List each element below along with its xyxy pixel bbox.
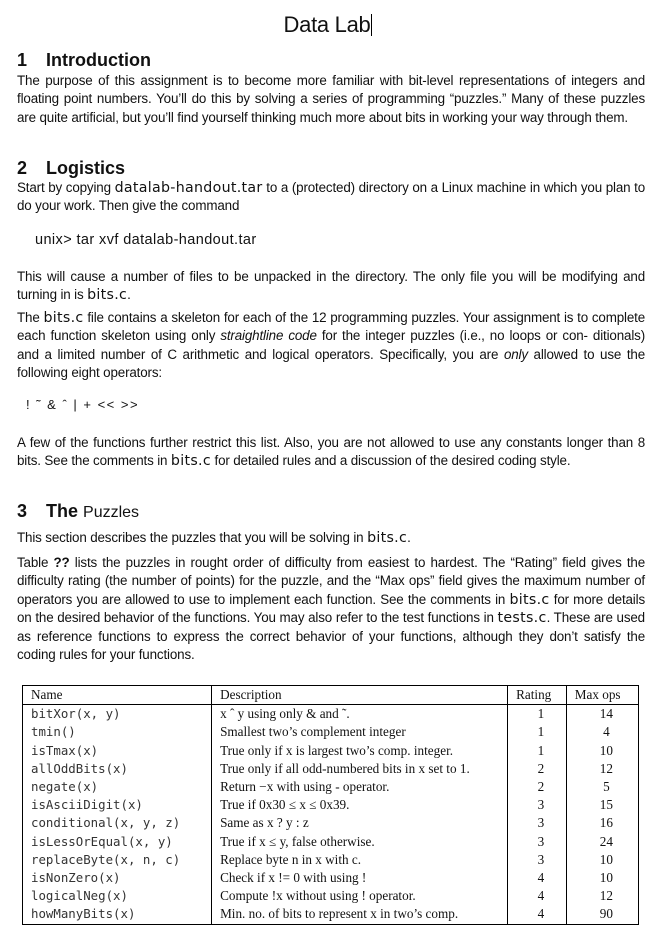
filename: datalab-handout.tar xyxy=(114,180,263,196)
cell-rating: 1 xyxy=(508,723,567,741)
cell-name: replaceByte(x, n, c) xyxy=(23,851,212,869)
header-description: Description xyxy=(212,686,508,705)
cell-rating: 1 xyxy=(508,742,567,760)
table-row xyxy=(23,869,639,887)
logistics-paragraph-1: Start by copying datalab-handout.tar to a (protected) directory on a Linux machine in which you plan to do your work. Then give the command xyxy=(17,180,646,214)
table-row xyxy=(23,742,639,760)
table-row xyxy=(23,814,639,832)
table-row xyxy=(23,778,639,796)
logistics-paragraph-2: This will cause a number of files to be unpacked in the directory. The only file you will be modifying and turning in is bits.c. xyxy=(17,269,645,304)
command-line: unix> tar xvf datalab-handout.tar xyxy=(35,232,257,248)
cell-name: negate(x) xyxy=(23,778,212,796)
puzzles-paragraph-2: Table ?? lists the puzzles in rought order of difficulty from easiest to hardest. The “Rating” field gives the difficulty rating (the number of points) for the puzzle, and the “Max ops” field gives the maximum number of operators you are allowed to use to implement each function. See the comments in bits.c for more details on the desired behavior of the functions. You may also refer to the test functions in tests.c. These are used as reference functions to express the correct behavior of your functions, although they don’t satisfy the coding rules for your functions. xyxy=(17,555,646,663)
table-reference: ?? xyxy=(53,555,70,570)
filename: bits.c xyxy=(509,591,550,608)
cell-name: logicalNeg(x) xyxy=(23,887,212,905)
cell-rating: 1 xyxy=(508,705,567,724)
filename: bits.c xyxy=(43,310,84,326)
cell-name: isTmax(x) xyxy=(23,742,212,760)
table-row xyxy=(23,705,639,724)
cell-description: Replace byte n in x with c. xyxy=(212,851,508,869)
cell-max-ops: 5 xyxy=(566,778,638,796)
cell-description: Smallest two’s complement integer xyxy=(212,723,508,741)
cell-rating: 3 xyxy=(508,814,567,832)
filename: bits.c xyxy=(87,287,128,304)
cell-rating: 3 xyxy=(508,833,567,851)
table-row xyxy=(23,760,639,778)
text-cursor xyxy=(371,14,372,36)
header-name: Name xyxy=(23,686,212,705)
filename: bits.c xyxy=(367,530,408,546)
table-row xyxy=(23,851,639,869)
cell-name: conditional(x, y, z) xyxy=(23,814,212,832)
header-max-ops: Max ops xyxy=(566,686,638,705)
section-heading-introduction: 1 Introduction xyxy=(17,50,151,70)
cell-description: x ˆ y using only & and ˜. xyxy=(212,705,508,724)
operator-list: ! ˜ & ˆ | + << >> xyxy=(26,397,140,412)
intro-paragraph: The purpose of this assignment is to become more familiar with bit-level representations of integers and floating point numbers. You’ll do this by solving a series of programming “puzzles.” Many of these puzzles are quite artificial, but you’ll find yourself thinking much more about bits in working your way through them. xyxy=(17,73,645,125)
cell-max-ops: 15 xyxy=(566,796,638,814)
cell-max-ops: 12 xyxy=(566,760,638,778)
cell-max-ops: 10 xyxy=(566,851,638,869)
section-heading-puzzles: 3 The Puzzles xyxy=(17,501,140,521)
cell-name: bitXor(x, y) xyxy=(23,705,212,724)
cell-description: Return −x with using - operator. xyxy=(212,778,508,796)
cell-description: True if 0x30 ≤ x ≤ 0x39. xyxy=(212,796,508,814)
table-row xyxy=(23,833,639,851)
cell-name: tmin() xyxy=(23,723,212,741)
cell-description: True if x ≤ y, false otherwise. xyxy=(212,833,508,851)
table-row xyxy=(23,723,639,741)
puzzles-paragraph-1: This section describes the puzzles that you will be solving in bits.c. xyxy=(17,530,411,546)
cell-rating: 3 xyxy=(508,851,567,869)
cell-rating: 4 xyxy=(508,869,567,887)
cell-name: isAsciiDigit(x) xyxy=(23,796,212,814)
puzzles-table xyxy=(22,685,639,925)
logistics-paragraph-3: The bits.c file contains a skeleton for each of the 12 programming puzzles. Your assignment is to complete each function skeleton using only straightline code for the integer puzzles (i.e., no loops or con- ditionals) and a limited number of C arithmetic and logical operators. Specifically, you are only allowed to use the following eight operators: xyxy=(17,310,646,381)
filename: bits.c xyxy=(170,453,211,470)
document-title[interactable]: Data Lab xyxy=(283,12,371,37)
cell-max-ops: 10 xyxy=(566,742,638,760)
cell-description: Same as x ? y : z xyxy=(212,814,508,832)
cell-name: isNonZero(x) xyxy=(23,869,212,887)
cell-max-ops: 14 xyxy=(566,705,638,724)
logistics-paragraph-4: A few of the functions further restrict this list. Also, you are not allowed to use any constants longer than 8 bits. See the comments in bits.c for detailed rules and a discussion of the desired coding style. xyxy=(17,435,645,470)
cell-max-ops: 4 xyxy=(566,723,638,741)
cell-description: True only if x is largest two’s comp. integer. xyxy=(212,742,508,760)
cell-name: isLessOrEqual(x, y) xyxy=(23,833,212,851)
section-heading-logistics: 2 Logistics xyxy=(17,158,126,178)
cell-rating: 4 xyxy=(508,887,567,905)
cell-name: allOddBits(x) xyxy=(23,760,212,778)
cell-rating: 4 xyxy=(508,905,567,924)
cell-max-ops: 10 xyxy=(566,869,638,887)
cell-rating: 3 xyxy=(508,796,567,814)
cell-description: Min. no. of bits to represent x in two’s comp. xyxy=(212,905,508,924)
cell-max-ops: 12 xyxy=(566,887,638,905)
cell-description: Check if x != 0 with using ! xyxy=(212,869,508,887)
cell-max-ops: 16 xyxy=(566,814,638,832)
cell-name: howManyBits(x) xyxy=(23,905,212,924)
cell-rating: 2 xyxy=(508,760,567,778)
filename: tests.c xyxy=(497,610,547,627)
table-row xyxy=(23,887,639,905)
cell-description: Compute !x without using ! operator. xyxy=(212,887,508,905)
cell-max-ops: 90 xyxy=(566,905,638,924)
cell-max-ops: 24 xyxy=(566,833,638,851)
cell-description: True only if all odd-numbered bits in x set to 1. xyxy=(212,760,508,778)
header-rating: Rating xyxy=(508,686,567,705)
table-row xyxy=(23,796,639,814)
table-row xyxy=(23,905,639,924)
cell-rating: 2 xyxy=(508,778,567,796)
table-header-row xyxy=(23,686,639,705)
